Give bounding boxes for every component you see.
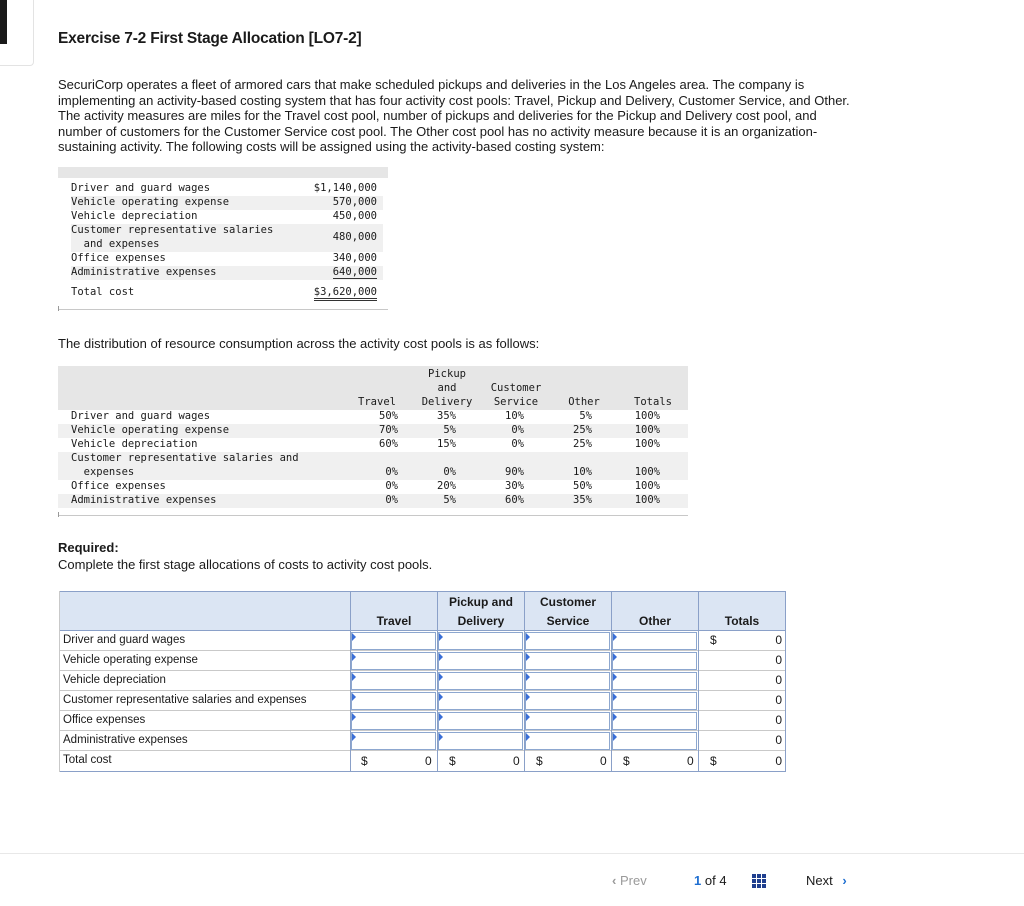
footer-divider xyxy=(0,853,1024,854)
input-travel[interactable] xyxy=(351,692,436,710)
col-divider xyxy=(698,591,699,772)
row-total: 0 xyxy=(775,653,782,667)
cost-value: 450,000 xyxy=(332,210,377,222)
pct-travel: 0% xyxy=(385,466,398,478)
row-total: 0 xyxy=(775,693,782,707)
corner-tab xyxy=(0,0,34,66)
currency-symbol: $ xyxy=(710,754,717,768)
exercise-title: Exercise 7-2 First Stage Allocation [LO7-2] xyxy=(58,30,362,47)
grid-header-customer-label-2: Service xyxy=(546,614,590,628)
input-customer[interactable] xyxy=(525,672,610,690)
cost-label: Vehicle depreciation xyxy=(71,210,198,222)
row-label: Driver and guard wages xyxy=(71,410,211,422)
pct-other: 5% xyxy=(579,410,592,422)
grid-row-label: Vehicle operating expense xyxy=(63,654,198,666)
input-customer[interactable] xyxy=(525,692,610,710)
input-pickup[interactable] xyxy=(438,692,523,710)
distribution-table xyxy=(58,366,688,514)
grid-row-driver xyxy=(59,631,786,651)
row-label: Customer representative salaries and xyxy=(71,452,299,464)
page-of: of 4 xyxy=(704,873,727,888)
col-header-other: Other xyxy=(568,396,600,408)
row-total: 0 xyxy=(775,713,782,727)
distribution-intro: The distribution of resource consumption across the activity cost pools is as follows: xyxy=(58,336,540,351)
input-other[interactable] xyxy=(612,692,697,710)
input-pickup[interactable] xyxy=(438,632,523,650)
grid-row-label: Driver and guard wages xyxy=(63,634,186,646)
col-divider xyxy=(59,591,60,772)
pct-other: 50% xyxy=(573,480,592,492)
input-travel[interactable] xyxy=(351,672,436,690)
total-pickup: 0 xyxy=(513,754,520,768)
grid-row-total xyxy=(59,751,786,772)
required-text: Complete the first stage allocations of costs to activity cost pools. xyxy=(58,557,433,572)
grid-row-label: Office expenses xyxy=(63,714,146,726)
grid-row-label: Administrative expenses xyxy=(63,734,188,746)
pct-total: 100% xyxy=(634,424,660,436)
cost-row xyxy=(71,196,383,210)
col-header-customer-2: Service xyxy=(493,396,539,408)
cost-table-header xyxy=(58,167,388,178)
chevron-left-icon: ‹ xyxy=(612,873,617,888)
total-customer: 0 xyxy=(600,754,607,768)
grid-header-blank xyxy=(59,591,351,631)
row-label: Vehicle depreciation xyxy=(71,438,198,450)
row-label: Vehicle operating expense xyxy=(71,424,230,436)
cost-row xyxy=(71,210,383,224)
row-total: 0 xyxy=(775,733,782,747)
cost-label: Administrative expenses xyxy=(71,266,217,278)
grid-header-pickup-label-2: Delivery xyxy=(457,614,505,628)
distribution-row xyxy=(58,494,688,508)
required-section xyxy=(58,540,432,572)
grid-row-customer-rep xyxy=(59,691,786,711)
grid-view-icon[interactable] xyxy=(752,874,766,888)
col-header-pickup-3: Delivery xyxy=(421,396,473,408)
pct-other: 25% xyxy=(573,438,592,450)
pct-travel: 0% xyxy=(385,494,398,506)
pct-other: 35% xyxy=(573,494,592,506)
grid-header-totals xyxy=(698,591,786,631)
distribution-row xyxy=(58,424,688,438)
grid-header-other-label: Other xyxy=(638,614,671,628)
col-divider xyxy=(785,591,786,772)
input-travel[interactable] xyxy=(351,632,436,650)
pct-customer: 0% xyxy=(511,438,524,450)
cost-total-value: $3,620,000 xyxy=(314,286,377,301)
chevron-right-icon: › xyxy=(842,873,847,888)
row-label-cont: expenses xyxy=(71,466,135,478)
pct-travel: 50% xyxy=(379,410,398,422)
pct-customer: 60% xyxy=(505,494,524,506)
input-customer[interactable] xyxy=(525,652,610,670)
total-travel: 0 xyxy=(425,754,432,768)
cost-row xyxy=(71,252,383,266)
input-customer[interactable] xyxy=(525,712,610,730)
cost-total-row xyxy=(71,286,383,300)
currency-symbol: $ xyxy=(361,754,368,768)
page-indicator[interactable] xyxy=(694,873,727,888)
grid-total-label: Total cost xyxy=(63,754,112,766)
row-total: 0 xyxy=(775,633,782,647)
grid-row-vehicle-depreciation xyxy=(59,671,786,691)
input-pickup[interactable] xyxy=(438,652,523,670)
cost-value: 340,000 xyxy=(332,252,377,264)
currency-symbol: $ xyxy=(449,754,456,768)
grid-header-travel xyxy=(350,591,438,631)
cost-row xyxy=(71,266,383,280)
cost-label: Vehicle operating expense xyxy=(71,196,230,208)
corner-bar xyxy=(0,0,7,44)
cost-label-cont: and expenses xyxy=(71,238,160,250)
pct-customer: 10% xyxy=(505,410,524,422)
pct-pickup: 0% xyxy=(443,466,456,478)
cost-value: 640,000 xyxy=(332,266,377,278)
pct-pickup: 5% xyxy=(443,494,456,506)
row-label: Administrative expenses xyxy=(71,494,217,506)
grid-row-office xyxy=(59,711,786,731)
input-pickup[interactable] xyxy=(438,732,523,750)
distribution-row xyxy=(58,410,688,424)
currency-symbol: $ xyxy=(623,754,630,768)
grid-header-travel-label: Travel xyxy=(376,614,412,628)
input-other[interactable] xyxy=(612,632,697,650)
input-customer[interactable] xyxy=(525,632,610,650)
total-other: 0 xyxy=(687,754,694,768)
input-travel[interactable] xyxy=(351,732,436,750)
input-customer[interactable] xyxy=(525,732,610,750)
total-totals: 0 xyxy=(775,754,782,768)
input-other[interactable] xyxy=(612,652,697,670)
input-other[interactable] xyxy=(612,712,697,730)
grid-header-totals-label: Totals xyxy=(724,614,760,628)
pct-pickup: 20% xyxy=(437,480,456,492)
required-heading: Required: xyxy=(58,540,119,555)
col-header-travel: Travel xyxy=(358,396,396,408)
cost-row xyxy=(71,224,383,252)
pct-pickup: 15% xyxy=(437,438,456,450)
pct-customer: 30% xyxy=(505,480,524,492)
pct-pickup: 35% xyxy=(437,410,456,422)
divider xyxy=(58,515,688,516)
pct-customer: 0% xyxy=(511,424,524,436)
grid-row-label: Vehicle depreciation xyxy=(63,674,166,686)
exercise-intro: SecuriCorp operates a fleet of armored cars that make scheduled pickups and deliveries in the Los Angeles area. The company is implementing an activity-based costing system that has four activity cost pools: Travel, Pickup and Delivery, Customer Service, and Other. The activity measures are miles for the Travel cost pool, number of pickups and deliveries for the Pickup and Delivery cost pool, and number of customers for the Customer Service cost pool. The Other cost pool has no activity measure because it is an organization-sustaining activity. The following costs will be assigned using the activity-based costing system: xyxy=(58,77,850,154)
col-divider xyxy=(350,591,351,772)
cost-label: Office expenses xyxy=(71,252,166,264)
pct-other: 25% xyxy=(573,424,592,436)
pct-total: 100% xyxy=(634,466,660,478)
grid-header-pickup-label-1: Pickup and xyxy=(448,595,513,609)
currency-symbol: $ xyxy=(536,754,543,768)
cost-row xyxy=(71,182,383,196)
col-divider xyxy=(611,591,612,772)
col-header-totals: Totals xyxy=(634,396,672,408)
prev-label: Prev xyxy=(619,873,647,888)
input-travel[interactable] xyxy=(351,652,436,670)
col-header-pickup-1: Pickup xyxy=(428,368,466,380)
next-label: Next xyxy=(806,873,833,888)
input-pickup[interactable] xyxy=(438,672,523,690)
input-other[interactable] xyxy=(612,672,697,690)
pct-travel: 0% xyxy=(385,480,398,492)
pct-total: 100% xyxy=(634,410,660,422)
col-divider xyxy=(524,591,525,772)
grid-row-label: Customer representative salaries and expenses xyxy=(63,694,307,706)
pct-travel: 70% xyxy=(379,424,398,436)
cost-label: Customer representative salaries xyxy=(71,224,274,236)
col-divider xyxy=(437,591,438,772)
input-other[interactable] xyxy=(612,732,697,750)
grid-row-administrative xyxy=(59,731,786,751)
pct-travel: 60% xyxy=(379,438,398,450)
pct-total: 100% xyxy=(634,480,660,492)
cost-value: 480,000 xyxy=(332,231,377,243)
pct-other: 10% xyxy=(573,466,592,478)
row-label: Office expenses xyxy=(71,480,166,492)
pct-customer: 90% xyxy=(505,466,524,478)
currency-symbol: $ xyxy=(710,633,717,647)
distribution-row xyxy=(58,480,688,494)
grid-header-pickup xyxy=(437,591,525,631)
grid-header-customer-label-1: Customer xyxy=(539,595,596,609)
page-current: 1 xyxy=(694,873,702,888)
distribution-row xyxy=(58,452,688,480)
divider xyxy=(58,309,388,310)
cost-table xyxy=(58,167,388,302)
pct-pickup: 5% xyxy=(443,424,456,436)
grid-header-customer xyxy=(524,591,612,631)
pct-total: 100% xyxy=(634,438,660,450)
cost-value: $1,140,000 xyxy=(313,182,377,194)
distribution-row xyxy=(58,438,688,452)
row-total: 0 xyxy=(775,673,782,687)
grid-row-vehicle-operating xyxy=(59,651,786,671)
cost-value: 570,000 xyxy=(332,196,377,208)
col-header-customer-1: Customer xyxy=(490,382,542,394)
prev-button[interactable] xyxy=(612,873,647,888)
answer-grid xyxy=(59,591,786,772)
next-button[interactable] xyxy=(806,873,847,888)
input-pickup[interactable] xyxy=(438,712,523,730)
col-header-pickup-2: and xyxy=(437,382,457,394)
cost-total-label: Total cost xyxy=(71,286,135,298)
grid-header-other xyxy=(611,591,699,631)
input-travel[interactable] xyxy=(351,712,436,730)
pct-total: 100% xyxy=(634,494,660,506)
cost-label: Driver and guard wages xyxy=(71,182,211,194)
